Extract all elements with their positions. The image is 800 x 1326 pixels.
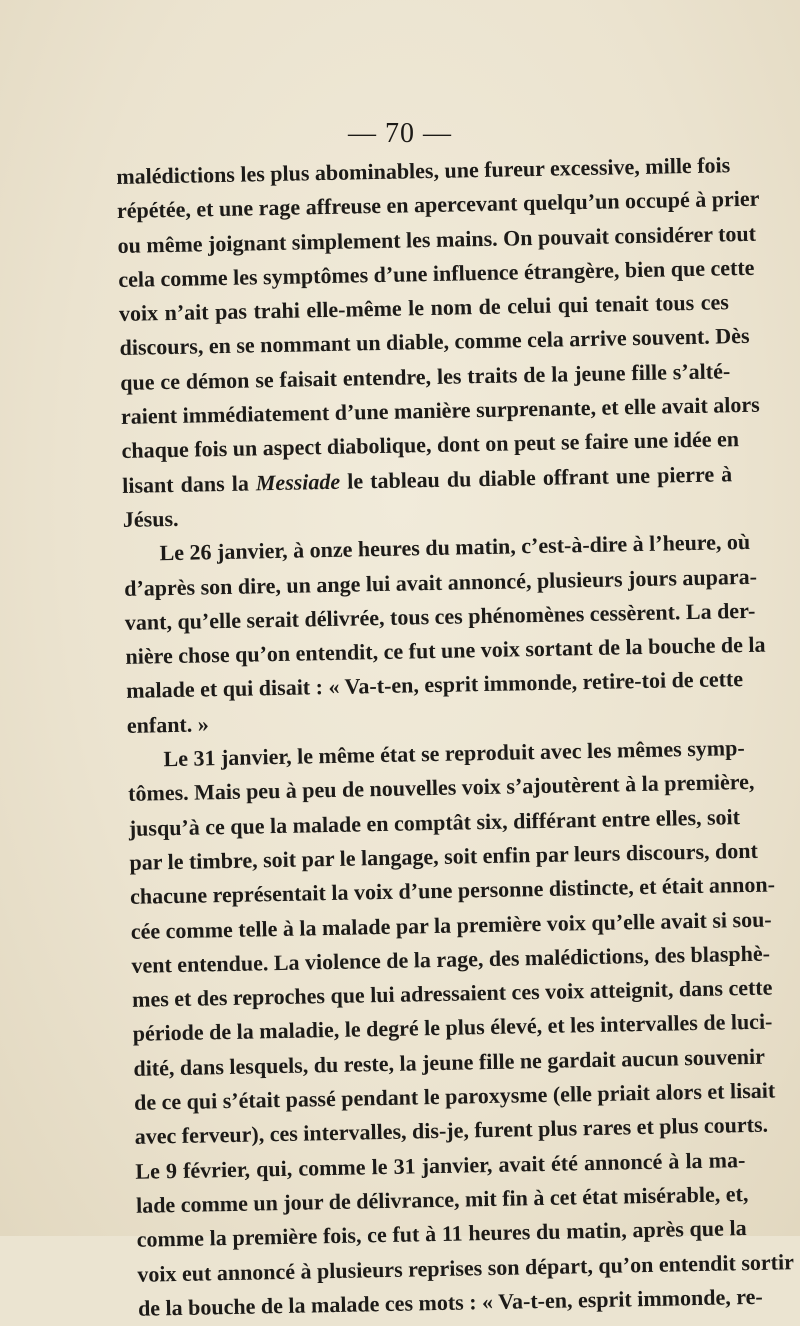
text-line: malade et qui disait : « Va-t-en, esprit immonde, retire-toi de cette [125, 666, 744, 704]
text-line: raient immédiatement d’une manière surprenante, et elle avait alors [120, 391, 760, 430]
text-line: nière chose qu’on entendit, ce fut une voix sortant de la bouche de la [125, 631, 766, 670]
text-line: vent entendue. La violence de la rage, des malédictions, des blasphè- [131, 940, 771, 978]
text-line: tômes. Mais peu à peu de nouvelles voix s’ajoutèrent à la première, [127, 769, 755, 807]
book-title: Messiade [255, 468, 341, 496]
text-line: enfant. » [126, 711, 209, 738]
text-line: vant, qu’elle serait délivrée, tous ces phénomènes cessèrent. La der- [124, 597, 756, 635]
text-line: de ce qui s’était passé pendant le paroxysme (elle priait alors et lisait [133, 1077, 776, 1115]
text-line: voix n’ait pas trahi elle-même le nom de celui qui tenait tous ces [118, 289, 730, 327]
body-text [116, 148, 795, 1326]
text-line: par le timbre, soit par le langage, soit enfin par leurs discours, dont [129, 837, 759, 875]
page-number: — 70 — [348, 118, 452, 149]
text-line: répétée, et une rage affreuse en apercevant quelqu’un occupé à prier [116, 185, 760, 224]
text-line: dité, dans lesquels, du reste, la jeune fille ne gardait aucun souvenir [133, 1043, 766, 1081]
text-line: cela comme les symptômes d’une influence étrangère, bien que cette [118, 254, 755, 292]
text-line: d’après son dire, un ange lui avait annoncé, plusieurs jours aupara- [123, 563, 758, 601]
text-line: Le 26 janvier, à onze heures du matin, c’est-à-dire à l’heure, où [159, 529, 751, 566]
text-line: lade comme un jour de délivrance, mit fin à cet état misérable, et, [135, 1180, 749, 1218]
text-line: ou même joignant simplement les mains. On pouvait considérer tout [117, 220, 757, 258]
text-line: cée comme telle à la malade par la première voix qu’elle avait si sou- [130, 906, 772, 944]
text-line: Le 31 janvier, le même état se reproduit avec les mêmes symp- [163, 735, 745, 772]
text-line: chaque fois un aspect diabolique, dont on peut se faire une idée en [121, 426, 740, 464]
text-segment: lisant dans la [122, 470, 257, 498]
text-line: avec ferveur), ces intervalles, dis-je, furent plus rares et plus courts. [134, 1111, 769, 1150]
text-line: chacune représentait la voix d’une personne distincte, et était annon- [129, 871, 776, 910]
text-line: Jésus. [122, 505, 179, 532]
text-line: malédictions les plus abominables, une fureur excessive, mille fois [116, 152, 731, 189]
text-line: période de la maladie, le degré le plus élevé, et les intervalles de luci- [132, 1008, 773, 1047]
text-line: discours, en se nommant un diable, comme cela arrive souvent. Dès [119, 323, 750, 361]
text-line: que ce démon se faisait entendre, les traits de la jeune fille s’alté- [120, 358, 731, 395]
text-line: voix eut annoncé à plusieurs reprises son départ, qu’on entendit sortir [137, 1248, 795, 1287]
text-line: Le 9 février, qui, comme le 31 janvier, avait été annoncé à la ma- [135, 1146, 746, 1184]
text-line: jusqu’à ce que la malade en comptât six, différant entre elles, soit [128, 803, 741, 841]
text-line: de la bouche de la malade ces mots : « Va-t-en, esprit immonde, re- [137, 1283, 763, 1321]
text-segment: le tableau du diable offrant une pierre à [339, 460, 733, 494]
text-line: comme la première fois, ce fut à 11 heures du matin, après que la [136, 1215, 747, 1253]
text-line: mes et des reproches que lui adressaient ces voix atteignit, dans cette [131, 974, 773, 1012]
